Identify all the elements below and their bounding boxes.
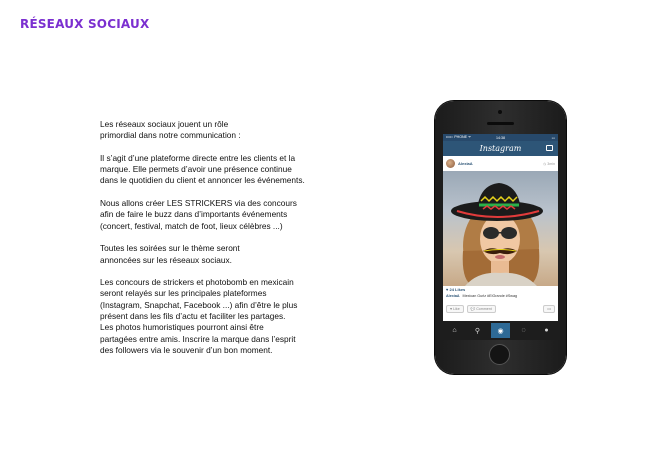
front-camera (498, 110, 502, 114)
phone-mockup (435, 101, 566, 374)
profile-icon[interactable]: ● (544, 327, 549, 334)
post-actions (443, 303, 558, 315)
home-button[interactable] (489, 344, 510, 365)
caption-username[interactable]: AlexiaA (446, 294, 460, 298)
home-icon[interactable]: ⌂ (452, 327, 457, 334)
post-header (443, 156, 558, 171)
instagram-header (443, 141, 558, 156)
paragraph-intro: Les réseaux sociaux jouent un rôle primordial dans notre communication : (100, 119, 241, 141)
paragraph-contests: Nous allons créer LES STRICKERS via des concours afin de faire le buzz dans d’importants événements (concert, festival, match de foot, lieux célèbres ...) (100, 198, 297, 231)
camera-icon[interactable]: ◉ (491, 323, 510, 338)
body-text (100, 119, 362, 368)
inbox-icon[interactable] (546, 145, 553, 151)
post-caption (443, 294, 558, 303)
post-username[interactable]: AlexiaA (458, 161, 473, 166)
activity-icon[interactable]: ◌ (521, 327, 526, 334)
paragraph-sharing: Les concours de strickers et photobomb en mexicain seront relayés sur les principales plateformes (Instagram, Snapchat, Facebook ...) afin d’être le plus présent dans les fils d’actu et faciliter les partages. Les photos humoristiques pourront ainsi être partagées entre amis. Inscrire la marque dans l’esprit des followers via le souvenir d’un bon moment. (100, 277, 298, 355)
status-bar (443, 134, 558, 141)
selfie-with-sombrero-illustration (443, 171, 558, 286)
paragraph-platform: Il s’agit d’une plateforme directe entre les clients et la marque. Elle permets d’avoir une présence continue dans le quotidien du client et annoncer les événements. (100, 152, 305, 186)
clock: 14:38 (495, 135, 505, 140)
caption-text: Mexican Gurlz #ElGrande #Swag (462, 294, 518, 298)
phone-screen (443, 134, 558, 340)
likes-count[interactable]: ♥ 24 Likes (446, 287, 466, 292)
carrier-label: ••••○ PHONE ᯤ (446, 135, 472, 139)
bottom-tab-bar (443, 321, 558, 340)
speaker-grille (487, 122, 514, 125)
post-time: ◷ 3min (543, 161, 555, 166)
battery-icon: ▭ (551, 135, 555, 140)
comment-button[interactable]: 💬 Comment (467, 305, 496, 313)
like-button[interactable]: ♥ Like (446, 305, 464, 313)
paragraph-parties: Toutes les soirées sur le thème seront annoncées sur les réseaux sociaux. (100, 243, 240, 265)
search-icon[interactable]: ⚲ (474, 327, 481, 335)
post-photo[interactable] (443, 171, 558, 286)
more-options-button[interactable]: ••• (543, 305, 555, 313)
page-title: RÉSEAUX SOCIAUX (20, 17, 150, 31)
avatar[interactable] (446, 159, 455, 168)
instagram-logo: Instagram (479, 144, 522, 153)
